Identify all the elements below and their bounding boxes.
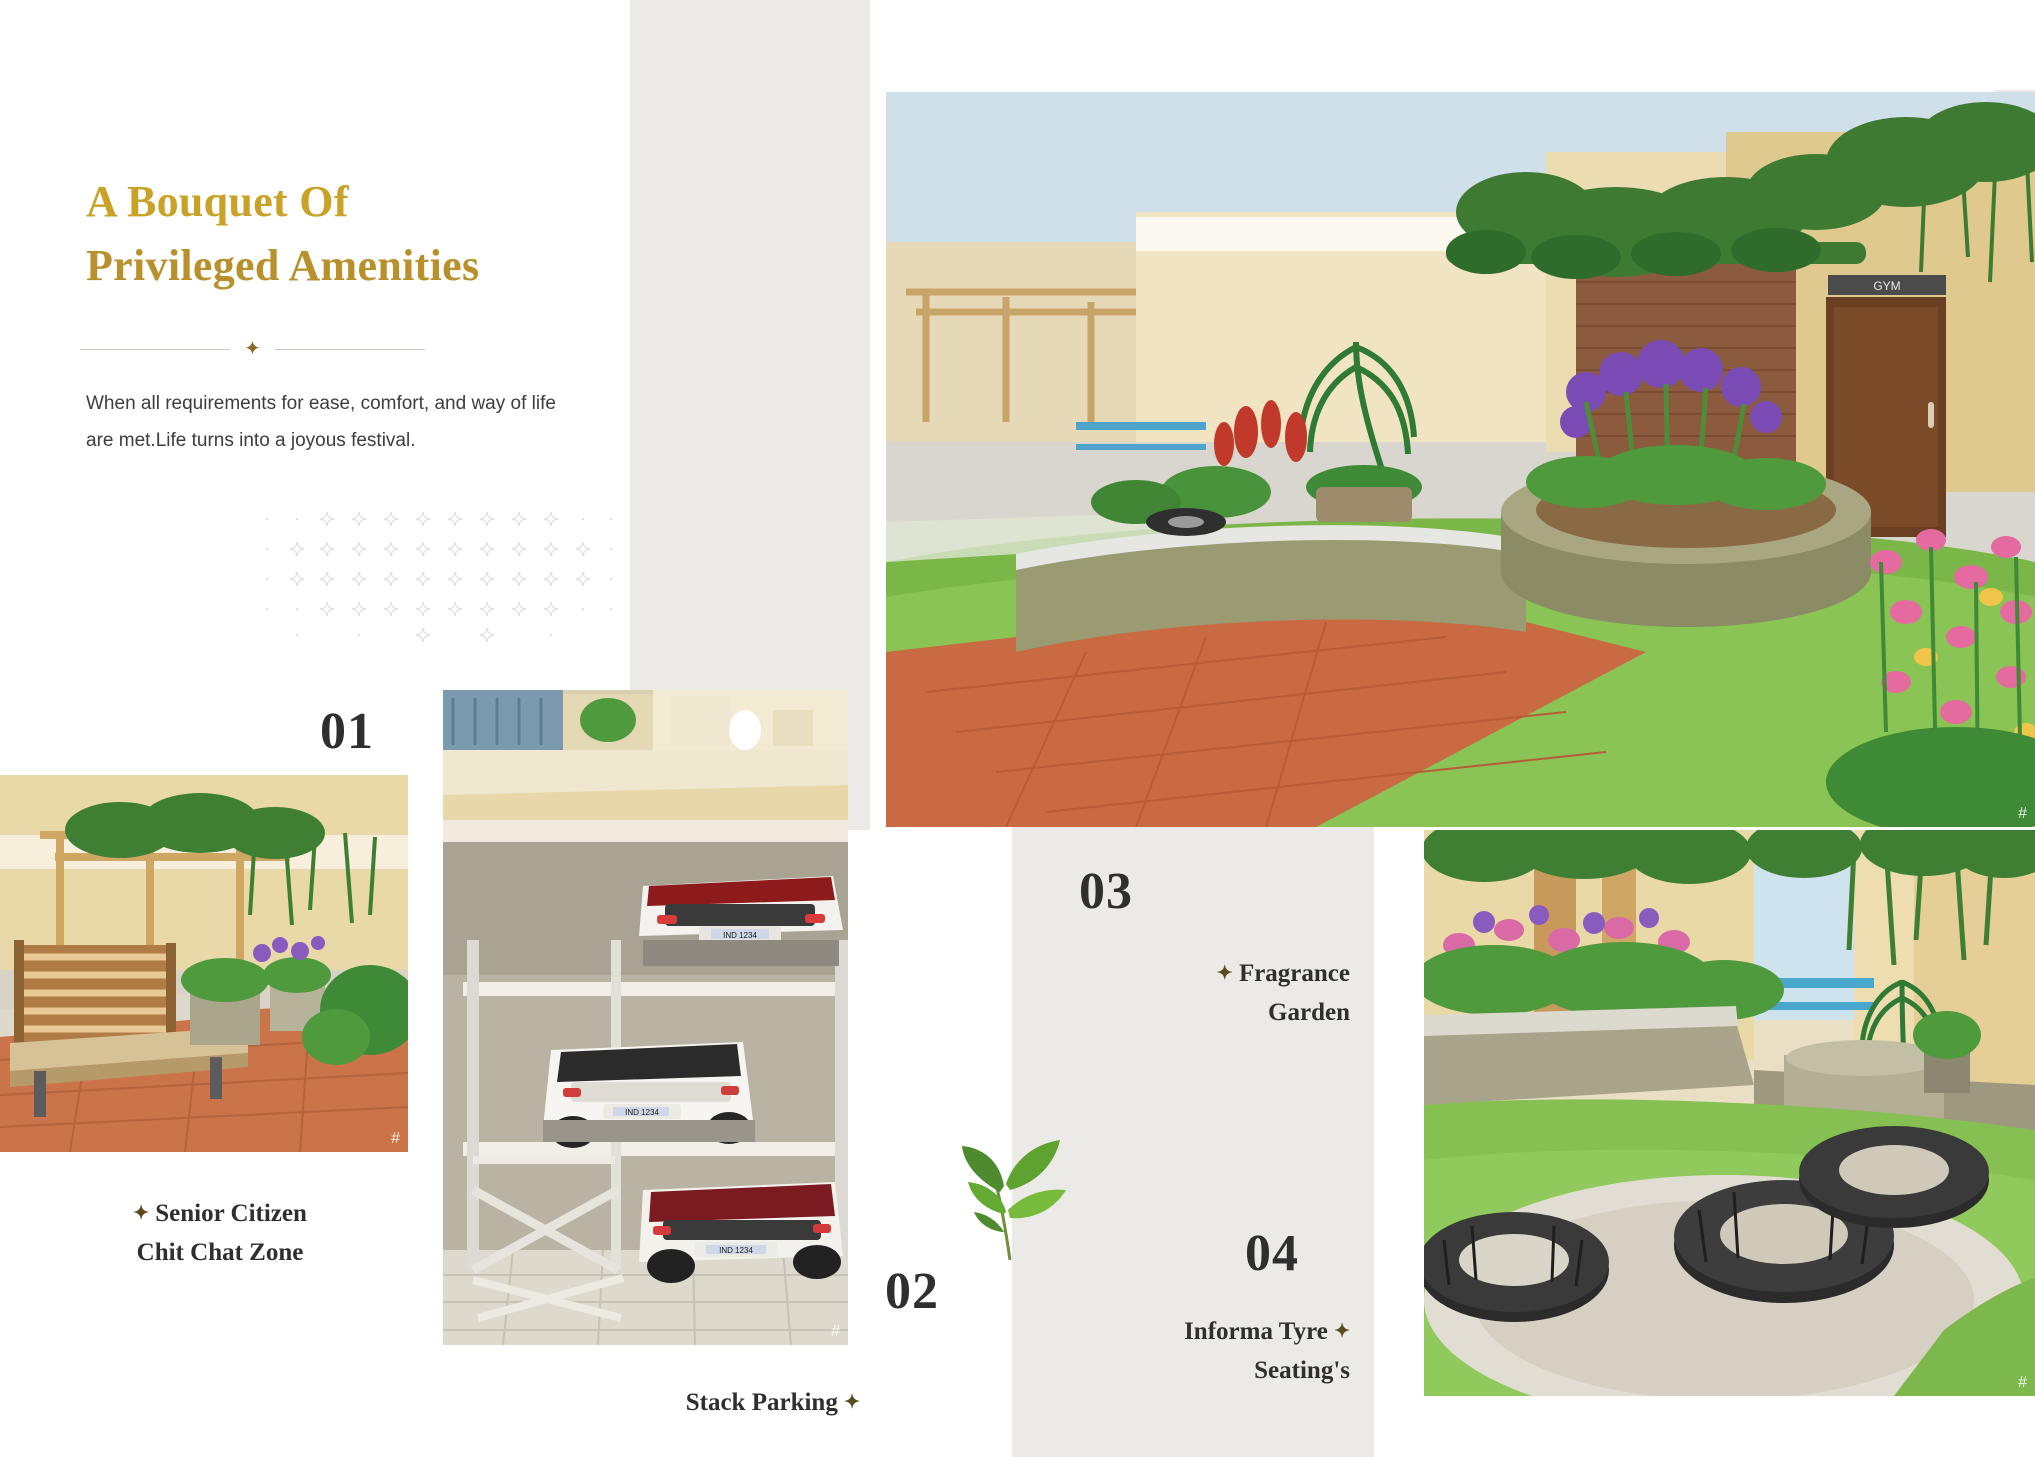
amenity-title-03-line2: Garden	[1268, 998, 1350, 1026]
amenity-title-01-line2: Chit Chat Zone	[136, 1238, 304, 1266]
diamond-icon-01: ✦	[133, 1203, 150, 1224]
tyre-image-watermark: #	[2018, 1374, 2027, 1391]
image-stack-parking	[443, 690, 848, 1345]
leaf-decoration-icon	[948, 1122, 1078, 1262]
page-title-line1: A Bouquet Of	[86, 177, 349, 226]
amenity-title-03-line1: Fragrance	[1238, 960, 1350, 987]
amenity-caption-02	[600, 1384, 860, 1423]
image-fragrance-garden-hero	[886, 92, 2035, 827]
amenity-caption-03	[1060, 955, 1350, 1033]
amenity-number-01: 01	[320, 703, 374, 760]
diamond-icon-04: ✦	[1334, 1321, 1350, 1342]
amenity-title-04-line1: Informa Tyre	[1184, 1318, 1328, 1345]
title-divider	[80, 338, 425, 360]
senior-image-watermark: #	[391, 1130, 400, 1147]
amenity-number-02: 02	[885, 1263, 939, 1320]
svg-text:GYM: GYM	[1873, 279, 1901, 293]
hero-watermark: #	[2018, 805, 2027, 822]
divider-line-left	[80, 349, 230, 350]
parking-image-watermark: #	[831, 1323, 840, 1340]
diamond-icon-03: ✦	[1216, 963, 1233, 984]
sparkle-pattern-decoration	[255, 505, 630, 650]
image-informal-tyre-seating	[1424, 830, 2035, 1396]
amenity-caption-01	[55, 1195, 385, 1273]
diamond-icon: ✦	[244, 338, 261, 360]
intro-paragraph: When all requirements for ease, comfort, and way of life are met.Life turns into a joyous festival.	[86, 393, 556, 452]
amenity-title-01-line1: Senior Citizen	[155, 1200, 307, 1227]
image-senior-citizen-zone	[0, 775, 408, 1152]
svg-text:IND 1234: IND 1234	[723, 931, 757, 940]
amenity-caption-04	[1060, 1313, 1350, 1391]
amenity-number-03: 03	[1079, 863, 1133, 920]
svg-text:IND 1234: IND 1234	[625, 1108, 659, 1117]
diamond-icon-02: ✦	[844, 1392, 860, 1413]
svg-text:IND 1234: IND 1234	[719, 1246, 753, 1255]
amenity-title-04-line2: Seating's	[1254, 1356, 1350, 1384]
amenity-title-02-line1: Stack Parking	[685, 1389, 838, 1416]
divider-line-right	[275, 349, 425, 350]
amenity-number-04: 04	[1245, 1225, 1299, 1282]
page-title	[86, 170, 606, 298]
page-title-line2: Privileged Amenities	[86, 240, 480, 290]
